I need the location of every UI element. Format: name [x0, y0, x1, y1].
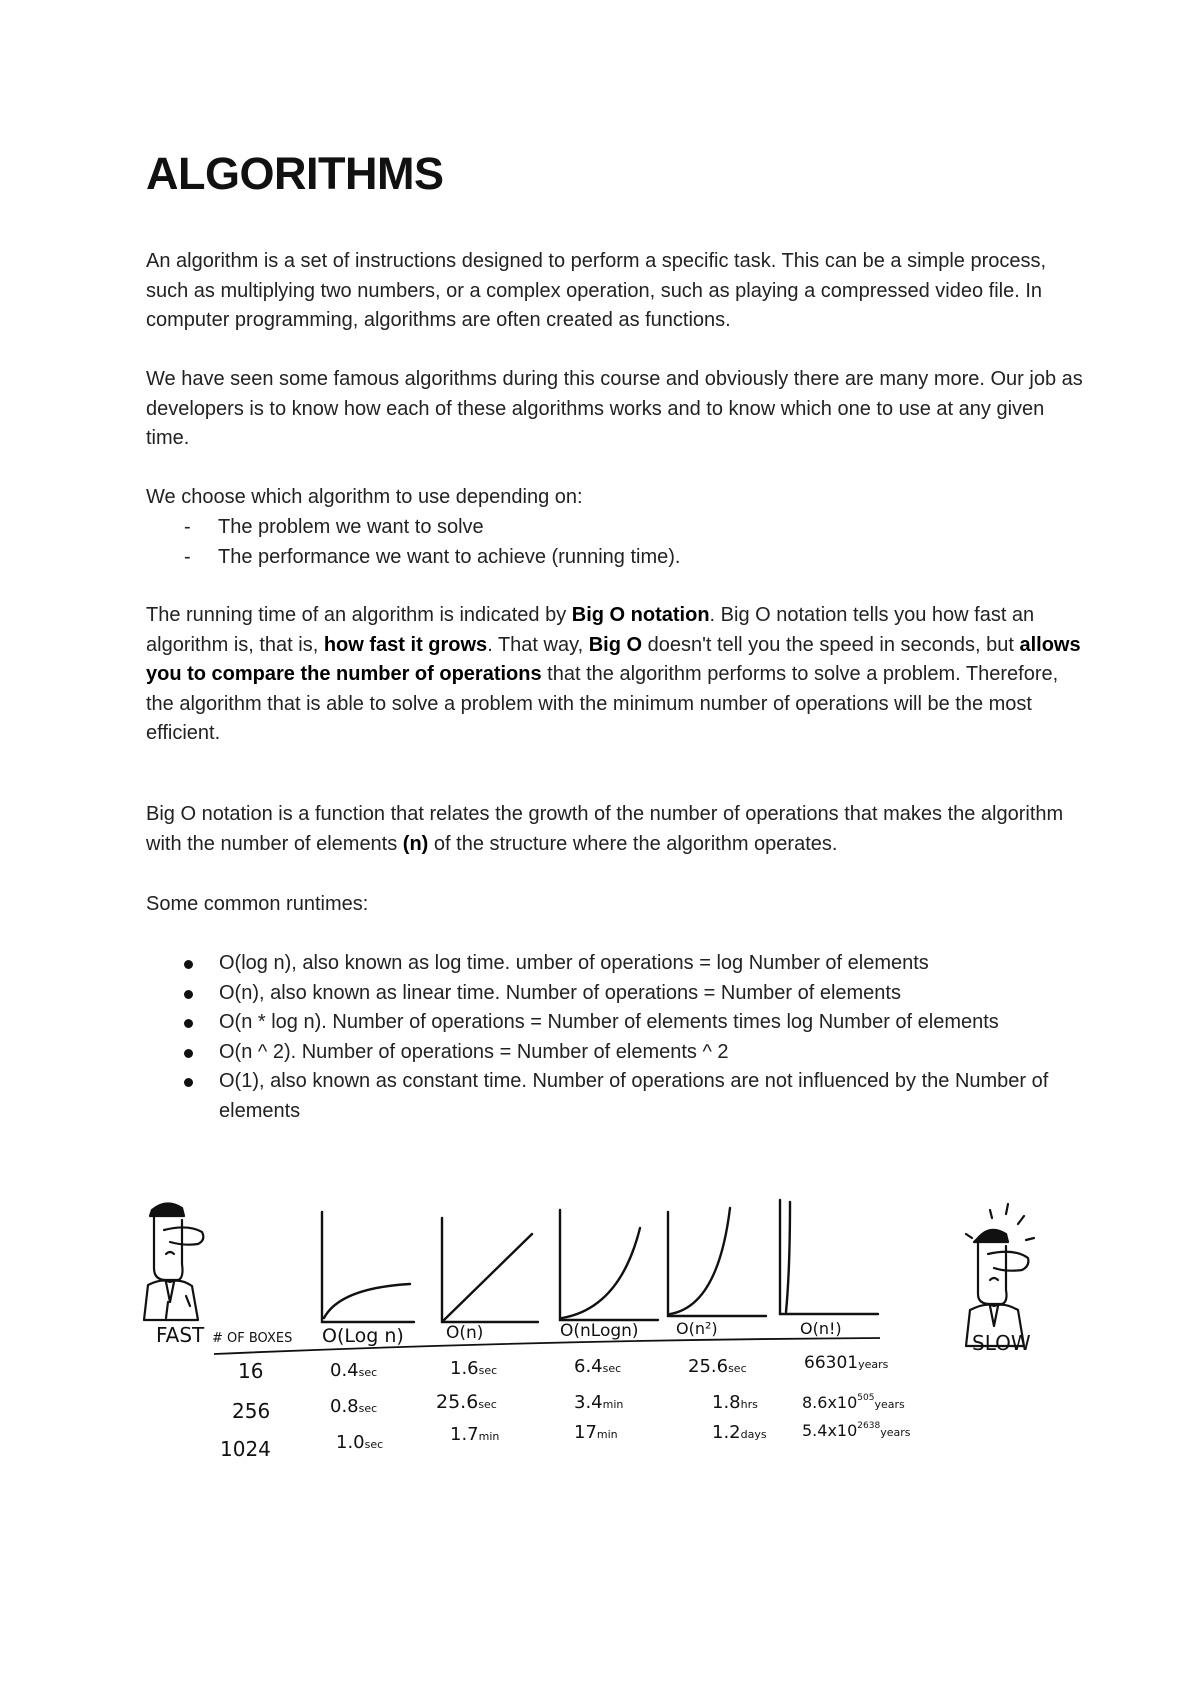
time-cell: 1.0sec	[336, 1432, 384, 1453]
n-squared-curve	[668, 1208, 766, 1316]
time-cell: 6.4sec	[574, 1356, 622, 1377]
fast-character-icon	[144, 1203, 203, 1320]
linear-curve	[442, 1218, 538, 1322]
log-n-curve	[322, 1212, 414, 1322]
function-paragraph: Big O notation is a function that relates the growth of the number of operations that makes the algorithm with the number of elements (n) of the structure where the algorithm operates.	[146, 803, 1064, 855]
runtimes-heading: Some common runtimes:	[146, 893, 369, 915]
col-header-n-log-n: O(nLogn)	[560, 1321, 639, 1341]
time-cell: 25.6sec	[436, 1391, 497, 1413]
term-big-o-notation: Big O notation	[571, 604, 710, 626]
time-cell: 1.6sec	[450, 1358, 498, 1379]
page-title: ALGORITHMS	[146, 148, 444, 199]
factorial-curve	[780, 1200, 878, 1314]
slow-character-icon	[966, 1204, 1034, 1346]
big-o-paragraph: The running time of an algorithm is indicated by Big O notation. Big O notation tells you how fast an algorithm is, that is, how fast it grows. That way, Big O doesn't tell you the speed in seconds, but allows you to compare the number of operations that the algorithm performs to solve a problem. Therefore, the algorithm that is able to solve a problem with the minimum number of operations will be the most efficient.	[146, 604, 1081, 744]
time-cell: 1.2days	[712, 1422, 767, 1443]
bullet-icon	[184, 960, 193, 969]
dash-marker: -	[184, 516, 191, 538]
boxes-row-1024: 1024	[220, 1437, 271, 1461]
time-cell: 0.4sec	[330, 1360, 378, 1381]
term-how-fast-it-grows: how fast it grows	[323, 633, 488, 656]
boxes-row-256: 256	[232, 1399, 271, 1423]
slow-label: SLOW	[972, 1331, 1031, 1355]
growth-curves	[322, 1200, 878, 1322]
choose-paragraph: We choose which algorithm to use depending on:	[146, 486, 583, 508]
list-item: O(n ^ 2). Number of operations = Number of elements ^ 2	[146, 1038, 1086, 1068]
col-header-n-squared: O(n²)	[676, 1319, 718, 1338]
list-item: O(1), also known as constant time. Number of operations are not influenced by the Number of elements	[146, 1067, 1086, 1126]
dash-marker: -	[184, 545, 191, 568]
time-cell: 1.8hrs	[712, 1392, 758, 1413]
list-item: - The problem we want to solve	[146, 513, 680, 543]
term-big-o: Big O	[588, 633, 643, 656]
col-header-factorial: O(n!)	[800, 1319, 842, 1338]
col-header-log-n: O(Log n)	[322, 1325, 404, 1347]
list-item: O(n), also known as linear time. Number of operations = Number of elements	[146, 979, 1086, 1009]
choose-criteria-list	[146, 513, 680, 572]
list-item: O(n * log n). Number of operations = Number of elements times log Number of elements	[146, 1008, 1086, 1038]
time-cell: 66301years	[804, 1353, 889, 1373]
time-cell: 1.7min	[450, 1424, 500, 1445]
list-item: O(log n), also known as log time. umber of operations = log Number of elements	[146, 949, 1086, 979]
col-header-linear: O(n)	[446, 1323, 484, 1343]
bullet-icon	[184, 1019, 193, 1028]
term-n: (n)	[402, 832, 429, 855]
fast-label: FAST	[156, 1323, 205, 1347]
term-compare-operations: allows you to compare the number of operations	[146, 633, 1081, 685]
time-cell: 25.6sec	[688, 1356, 747, 1377]
time-cell: 0.8sec	[330, 1396, 378, 1417]
bullet-icon	[184, 1049, 193, 1058]
n-log-n-curve	[560, 1210, 658, 1320]
intro-paragraph: An algorithm is a set of instructions designed to perform a specific task. This can be a simple process, such as multiplying two numbers, or a complex operation, such as playing a compressed video file. In computer programming, algorithms are often created as functions.	[146, 250, 1047, 331]
big-o-comparison-illustration	[140, 1190, 1080, 1490]
time-cell: $5.4x10^{2638}_{years}$	[802, 1421, 911, 1440]
runtimes-list	[146, 949, 1086, 1126]
time-cell: 3.4min	[574, 1392, 624, 1413]
list-item: - The performance we want to achieve (running time).	[146, 543, 680, 573]
boxes-row-16: 16	[238, 1359, 264, 1383]
boxes-header: # OF BOXES	[212, 1331, 293, 1346]
time-cell: $8.6x10^{505}_{years}$	[802, 1393, 905, 1412]
time-cell: 17min	[574, 1422, 618, 1443]
bullet-icon	[184, 990, 193, 999]
developers-paragraph: We have seen some famous algorithms during this course and obviously there are many more. Our job as developers is to know how each of these algorithms works and to know which one to use at any given time.	[146, 368, 1083, 449]
header-divider	[214, 1338, 880, 1354]
bullet-icon	[184, 1078, 193, 1087]
